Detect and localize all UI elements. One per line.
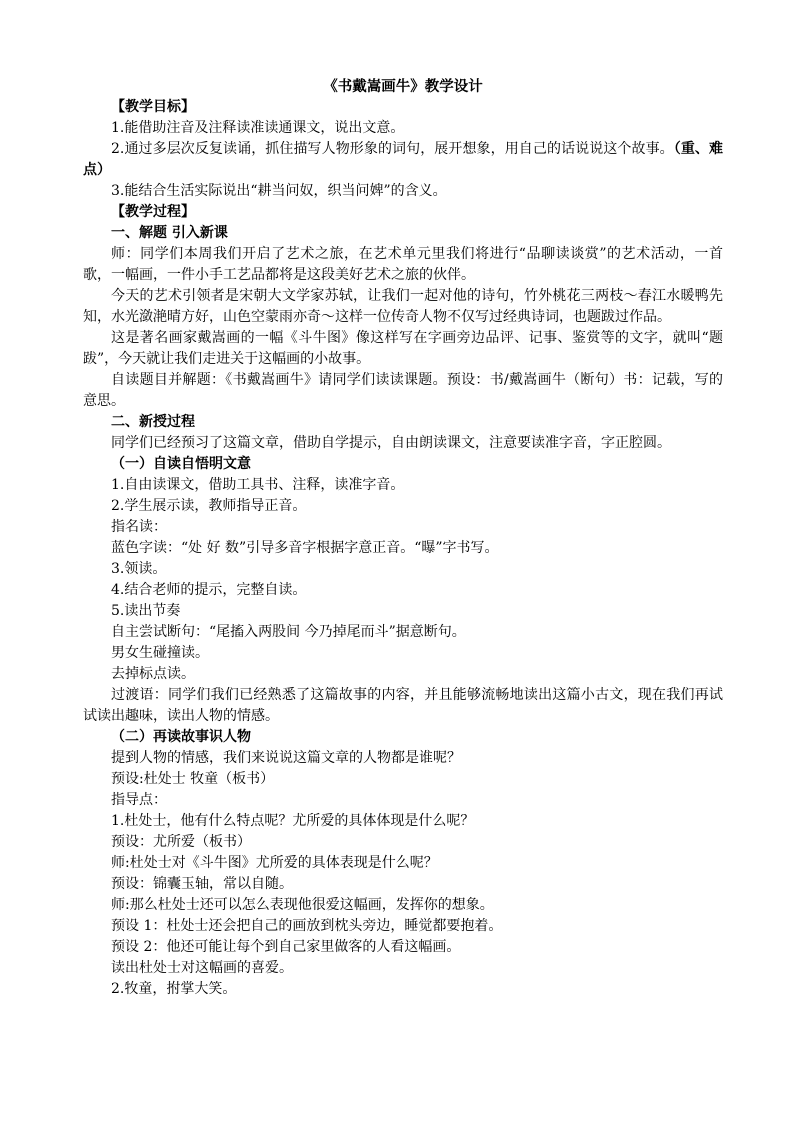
emphasis-label: （重、难点）: [83, 141, 724, 178]
paragraph-text: 同学们已经预习了这篇文章，借助自学提示，自由朗读课文，注意要读准字音，字正腔圆。: [111, 435, 671, 451]
paragraph: [83, 139, 723, 181]
paragraph-text: 自主尝试断句：“尾搐入两股间 今乃掉尾而斗”据意断句。: [111, 624, 466, 640]
paragraph-text: 5.读出节奏: [111, 603, 181, 619]
paragraph-text: 预设 1：杜处士还会把自己的画放到枕头旁边，睡觉都要抱着。: [111, 918, 503, 934]
paragraph: [83, 895, 723, 916]
paragraph-text: 二、新授过程: [111, 414, 195, 430]
paragraph: [83, 496, 723, 517]
section-heading: [83, 223, 723, 244]
section-heading: [83, 727, 723, 748]
paragraph-text: 3.能结合生活实际说出“耕当问奴，织当问婢”的含义。: [111, 183, 447, 199]
paragraph: [83, 811, 723, 832]
paragraph: [83, 979, 723, 1000]
paragraph-text: 预设：锦囊玉轴，常以自随。: [111, 876, 293, 892]
paragraph-text: 这是著名画家戴嵩画的一幅《斗牛图》像这样写在字画旁边品评、记事、鉴赏等的文字，就叫“题跋”，今天就让我们走进关于这幅画的小故事。: [83, 330, 723, 367]
document-title: 《书戴嵩画牛》教学设计: [323, 78, 483, 95]
paragraph-text: 2.通过多层次反复读诵，抓住描写人物形象的词句，展开想象，用自己的话说说这个故事。: [111, 141, 674, 157]
paragraph: [83, 958, 723, 979]
paragraph: [83, 118, 723, 139]
paragraph: [83, 517, 723, 538]
paragraph: [83, 181, 723, 202]
paragraph-text: 读出杜处士对这幅画的喜爱。: [111, 960, 293, 976]
section-heading: [83, 454, 723, 475]
paragraph: [83, 643, 723, 664]
paragraph-text: 一、解题 引入新课: [111, 225, 228, 241]
paragraph: [83, 559, 723, 580]
paragraph-text: 蓝色字读：“处 好 数”引导多音字根据字意正音。“曝”字书写。: [111, 540, 499, 556]
paragraph-text: 师：同学们本周我们开启了艺术之旅，在艺术单元里我们将进行“品聊读谈赏”的艺术活动，一首歌，一幅画，一件小手工艺品都将是这段美好艺术之旅的伙伴。: [83, 246, 723, 283]
paragraph-text: 4.结合老师的提示，完整自读。: [111, 582, 307, 598]
paragraph: [83, 601, 723, 622]
paragraph: [83, 790, 723, 811]
paragraph-text: 男女生碰撞读。: [111, 645, 209, 661]
paragraph: [83, 664, 723, 685]
section-heading: [83, 202, 723, 223]
paragraph-text: 过渡语：同学们我们已经熟悉了这篇故事的内容，并且能够流畅地读出这篇小古文，现在我们再试试读出趣味，读出人物的情感。: [83, 687, 723, 724]
paragraph: [83, 580, 723, 601]
paragraph-text: 预设:杜处士 牧童（板书）: [111, 771, 275, 787]
document-body: [83, 76, 723, 1000]
paragraph: [83, 328, 723, 370]
paragraph: [83, 286, 723, 328]
paragraph: [83, 433, 723, 454]
paragraph-text: 师:那么杜处士还可以怎么表现他很爱这幅画，发挥你的想象。: [111, 897, 494, 913]
paragraph-text: 1.自由读课文，借助工具书、注释，读准字音。: [111, 477, 405, 493]
paragraph-text: 师:杜处士对《斗牛图》尤所爱的具体表现是什么呢？: [111, 855, 438, 871]
paragraph-text: （一）自读自悟明文意: [111, 456, 251, 472]
paragraph-text: 2.学生展示读，教师指导正音。: [111, 498, 307, 514]
paragraph-text: 【教学过程】: [111, 204, 195, 220]
paragraph: [83, 475, 723, 496]
paragraph: [83, 244, 723, 286]
paragraph: [83, 853, 723, 874]
paragraph-text: 预设：尤所爱（板书）: [111, 834, 251, 850]
section-heading: [83, 412, 723, 433]
paragraph: [83, 769, 723, 790]
section-heading: [83, 97, 723, 118]
paragraph: [83, 748, 723, 769]
paragraph: [83, 832, 723, 853]
paragraph-text: 提到人物的情感，我们来说说这篇文章的人物都是谁呢？: [111, 750, 461, 766]
paragraph-text: 自读题目并解题：《书戴嵩画牛》请同学们读读课题。预设：书/戴嵩画牛（断句）书：记载，写的意思。: [83, 372, 723, 409]
paragraph: [83, 685, 723, 727]
paragraph: [83, 874, 723, 895]
paragraph: [83, 538, 723, 559]
paragraph-text: （二）再读故事识人物: [111, 729, 251, 745]
paragraph-text: 3.领读。: [111, 561, 167, 577]
paragraph-text: 去掉标点读。: [111, 666, 195, 682]
paragraph: [83, 622, 723, 643]
paragraph-text: 指名读：: [111, 519, 167, 535]
paragraph-text: 指导点：: [111, 792, 167, 808]
paragraph-text: 1.杜处士，他有什么特点呢？尤所爱的具体体现是什么呢？: [111, 813, 475, 829]
paragraph: [83, 916, 723, 937]
paragraph-text: 2.牧童，拊掌大笑。: [111, 981, 237, 997]
paragraph-list: [83, 97, 723, 1000]
paragraph: [83, 937, 723, 958]
paragraph-text: 【教学目标】: [111, 99, 195, 115]
paragraph-text: 预设 2：他还可能让每个到自己家里做客的人看这幅画。: [111, 939, 461, 955]
paragraph-text: 1.能借助注音及注释读准读通课文，说出文意。: [111, 120, 405, 136]
paragraph-text: 今天的艺术引领者是宋朝大文学家苏轼，让我们一起对他的诗句，竹外桃花三两枝～春江水暖鸭先知，水光潋滟晴方好，山色空蒙雨亦奇～这样一位传奇人物不仅写过经典诗词，也题跋过作品。: [83, 288, 723, 325]
paragraph: [83, 370, 723, 412]
